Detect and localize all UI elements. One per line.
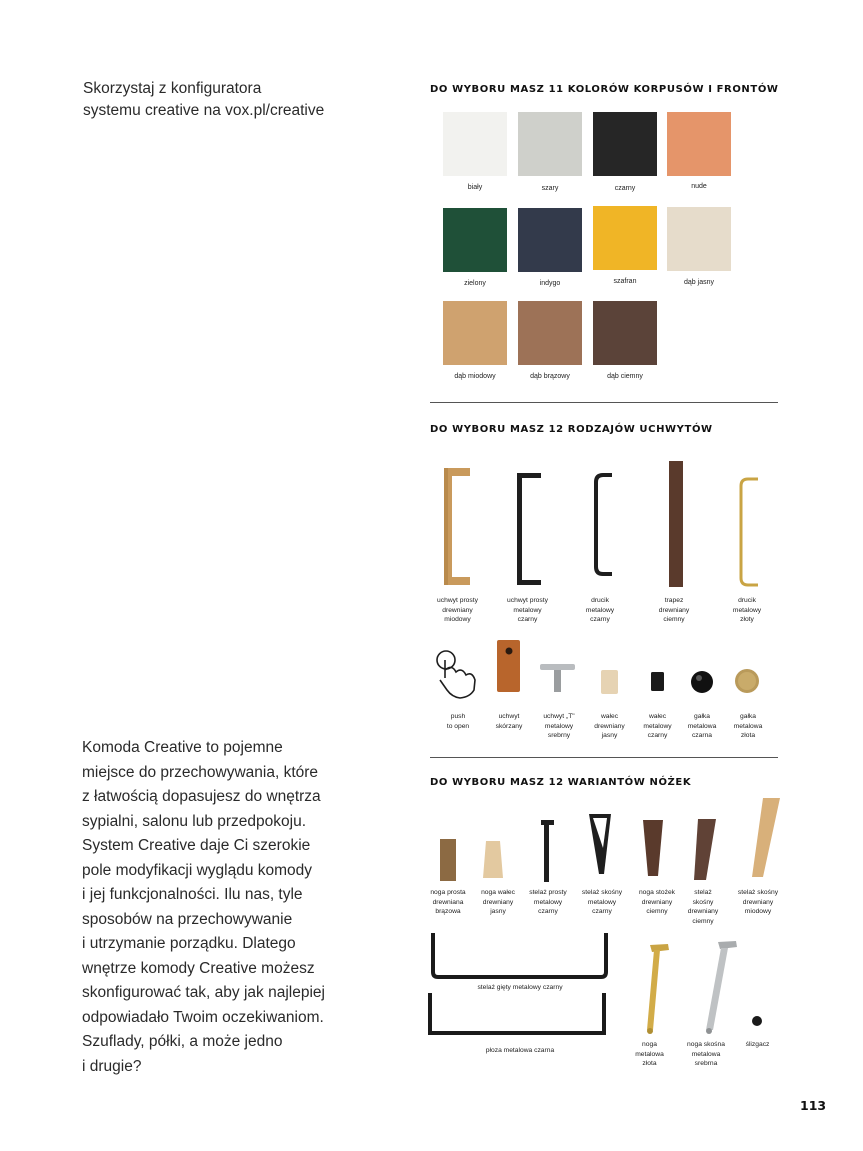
swatch-label: szary: [541, 185, 559, 192]
handle-caption: gałka metalowa złota: [733, 713, 763, 739]
body-line: i jej funkcjonalności. Ilu nas, tyle: [82, 886, 303, 903]
body-line: odpowiadało Twoim oczekiwaniom.: [82, 1008, 324, 1026]
body-line: skonfigurować tak, aby jak najlepiej: [82, 984, 325, 1001]
body-line: Szuflady, półki, a może jedno: [82, 1033, 283, 1050]
swatch-label: biały: [467, 184, 483, 191]
swatch-label: dąb brązowy: [530, 373, 570, 380]
body-line: sypialni, salonu lub przedpokoju.: [82, 812, 307, 830]
swatch-label: dąb miodowy: [454, 373, 496, 380]
body-line: System Creative daje Ci szerokie: [82, 837, 311, 854]
body-text: [82, 736, 362, 1079]
legs-heading: DO WYBORU MASZ 12 WARIANTÓW NÓŻEK: [430, 777, 692, 788]
handle-caption: trapez drewniany ciemny: [658, 597, 690, 623]
leg-frame-straight-black-image: [541, 820, 554, 882]
handle-caption: uchwyt prosty metalowy czarny: [507, 597, 548, 623]
body-line: sposobów na przechowywanie: [82, 910, 293, 928]
body-line: i utrzymanie porządku. Dlatego: [82, 935, 296, 952]
leg-caption: stelaż skośny metalowy czarny: [581, 889, 623, 915]
body-line: pole modyfikacji wyglądu komody: [82, 861, 313, 879]
bent-frame-caption: stelaż gięty metalowy czarny: [477, 984, 563, 991]
swatch-label: szafran: [613, 278, 637, 285]
leg-straight-brown-image: [440, 839, 456, 881]
handle-caption: gałka metalowa czarna: [687, 713, 717, 739]
handle-caption: wałec drewniany jasny: [594, 713, 625, 739]
body-line: wnętrze komody Creative możesz: [82, 959, 315, 977]
body-line: i drugie?: [82, 1057, 142, 1075]
page-number: 113: [800, 1098, 827, 1113]
swatch-label: zielony: [464, 280, 486, 287]
leg-caption: noga stożek drewniany ciemny: [638, 889, 676, 915]
leg-gold-image: [647, 944, 669, 1034]
leg-caption: stelaż skośny drewniany miodowy: [737, 889, 779, 915]
handle-caption: uchwyt „T" metalowy srebrny: [543, 713, 575, 739]
handle-caption: push to open: [446, 713, 470, 730]
handle-caption: drucik metalowy złoty: [732, 597, 762, 623]
body-line: z łatwością dopasujesz do wnętrza: [82, 788, 321, 805]
leg-silver-image: [706, 941, 737, 1034]
leg-caption: stelaż prosty metalowy czarny: [529, 889, 567, 915]
swatch-label: dąb jasny: [684, 279, 714, 286]
silver-leg-caption: noga skośna metalowa srebrna: [687, 1041, 725, 1067]
handle-caption: uchwyt skórzany: [495, 713, 523, 730]
body-line: Komoda Creative to pojemne: [82, 739, 283, 756]
swatch-label: dąb ciemny: [607, 373, 643, 380]
handle-caption: drucik metalowy czarny: [585, 597, 615, 623]
swatch-label: nude: [691, 183, 707, 190]
intro-line-1: Skorzystaj z konfiguratora: [83, 80, 262, 97]
leg-skid-black-image: [428, 993, 606, 1035]
gold-leg-caption: noga metalowa złota: [635, 1041, 664, 1067]
leg-slanted-dark-image: [694, 819, 716, 880]
body-line: miejsce do przechowywania, które: [82, 763, 319, 781]
leg-cone-dark-image: [643, 820, 663, 876]
swatch-label: czarny: [614, 185, 636, 192]
leg-caption: stelaż skośny drewniany ciemny: [687, 889, 719, 925]
handle-caption: wałec metalowy czarny: [643, 713, 672, 739]
leg-caption: noga wałec drewniany jasny: [481, 889, 515, 915]
intro-line-2: systemu creative na vox.pl/creative: [83, 102, 325, 119]
leg-bent-frame-black-image: [433, 933, 606, 977]
skid-caption: płoza metalowa czarna: [485, 1047, 555, 1054]
leg-roller-light-image: [483, 841, 503, 878]
glide-caption: ślizgacz: [745, 1041, 770, 1048]
swatch-label: indygo: [539, 280, 561, 287]
leg-slanted-honey-image: [752, 798, 780, 877]
leg-caption: noga prosta drewniana brązowa: [430, 889, 466, 915]
colors-heading: DO WYBORU MASZ 11 KOLORÓW KORPUSÓW I FRONTÓW: [430, 84, 779, 95]
handles-heading: DO WYBORU MASZ 12 RODZAJÓW UCHWYTÓW: [430, 424, 713, 435]
glide-image: [752, 1016, 762, 1026]
handle-caption: uchwyt prosty drewniany miodowy: [437, 597, 478, 623]
